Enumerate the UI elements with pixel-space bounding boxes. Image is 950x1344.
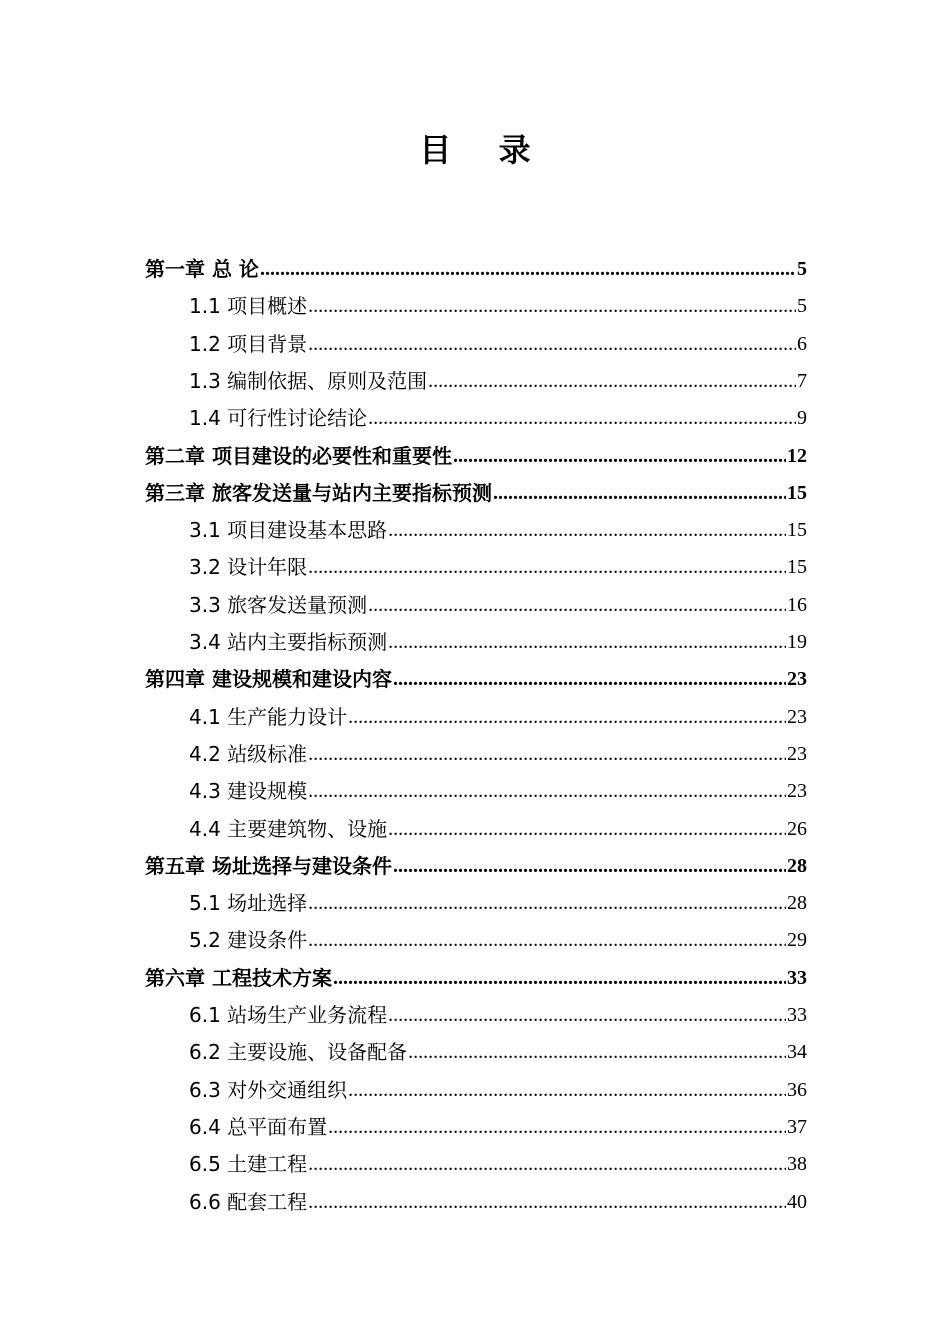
toc-leader-dots bbox=[408, 1038, 786, 1066]
toc-leader-dots bbox=[388, 516, 786, 544]
toc-leader-dots bbox=[308, 292, 796, 320]
toc-entry-label: 5.1 场址选择 bbox=[189, 891, 308, 916]
toc-entry-page: 12 bbox=[787, 444, 807, 467]
toc-entry[interactable] bbox=[145, 843, 807, 880]
toc-entry[interactable] bbox=[189, 917, 807, 954]
toc-entry-label: 3.1 项目建设基本思路 bbox=[189, 518, 388, 543]
toc-leader-dots bbox=[388, 815, 786, 843]
toc-entry[interactable] bbox=[189, 1141, 807, 1178]
toc-entry[interactable] bbox=[189, 358, 807, 395]
toc-entry-label: 第六章 工程技术方案 bbox=[145, 965, 332, 990]
toc-leader-dots bbox=[328, 1113, 786, 1141]
toc-leader-dots bbox=[393, 852, 786, 880]
toc-entry-page: 26 bbox=[787, 817, 807, 840]
toc-entry-page: 15 bbox=[787, 556, 807, 579]
toc-entry-label: 3.3 旅客发送量预测 bbox=[189, 592, 368, 617]
toc-entry-label: 3.2 设计年限 bbox=[189, 555, 308, 580]
toc-entry[interactable] bbox=[145, 246, 807, 283]
toc-entry-label: 4.1 生产能力设计 bbox=[189, 704, 348, 729]
toc-entry-page: 16 bbox=[787, 593, 807, 616]
toc-entry-page: 33 bbox=[787, 966, 807, 989]
toc-leader-dots bbox=[308, 1188, 786, 1216]
toc-entry-page: 28 bbox=[787, 892, 807, 915]
toc-entry-page: 33 bbox=[787, 1004, 807, 1026]
toc-entry-page: 5 bbox=[797, 258, 807, 280]
toc-entry-label: 5.2 建设条件 bbox=[189, 928, 308, 953]
toc-entry-label: 1.4 可行性讨论结论 bbox=[189, 406, 368, 431]
toc-entry-label: 4.4 主要建筑物、设施 bbox=[189, 816, 388, 841]
toc-entry[interactable] bbox=[189, 880, 807, 917]
toc-entry-label: 6.6 配套工程 bbox=[189, 1189, 308, 1214]
toc-entry[interactable] bbox=[189, 1104, 807, 1141]
toc-entry-label: 3.4 站内主要指标预测 bbox=[189, 630, 388, 654]
toc-entry-page: 38 bbox=[787, 1153, 807, 1176]
toc-entry-page: 6 bbox=[797, 332, 807, 355]
toc-entry-page: 15 bbox=[787, 481, 807, 504]
toc-entry[interactable] bbox=[189, 768, 807, 805]
toc-entry-page: 34 bbox=[787, 1041, 807, 1064]
toc-entry[interactable] bbox=[189, 582, 807, 619]
toc-entry-label: 第五章 场址选择与建设条件 bbox=[145, 853, 392, 878]
toc-entry[interactable] bbox=[189, 507, 807, 544]
toc-leader-dots bbox=[308, 330, 796, 358]
toc-entry-label: 第三章 旅客发送量与站内主要指标预测 bbox=[145, 480, 492, 505]
toc-leader-dots bbox=[348, 703, 786, 731]
toc-entry-page: 36 bbox=[787, 1078, 807, 1101]
toc-entry-label: 第二章 项目建设的必要性和重要性 bbox=[145, 443, 452, 468]
toc-entry[interactable] bbox=[189, 321, 807, 358]
toc-entry[interactable] bbox=[189, 1067, 807, 1104]
toc-entry-label: 6.1 站场生产业务流程 bbox=[189, 1003, 388, 1027]
toc-leader-dots bbox=[308, 777, 786, 805]
toc-entry[interactable] bbox=[189, 1029, 807, 1066]
page-title: 目 录 bbox=[419, 131, 549, 169]
toc-entry[interactable] bbox=[145, 470, 807, 507]
toc-entry-label: 第一章 总 论 bbox=[145, 257, 259, 281]
toc-entry-label: 6.2 主要设施、设备配备 bbox=[189, 1040, 408, 1065]
toc-leader-dots bbox=[388, 1001, 786, 1029]
toc-entry-label: 6.4 总平面布置 bbox=[189, 1114, 328, 1139]
toc-entry-label: 1.1 项目概述 bbox=[189, 294, 308, 319]
toc-entry-page: 23 bbox=[787, 742, 807, 765]
toc-entry[interactable] bbox=[145, 433, 807, 470]
toc-entry-page: 29 bbox=[787, 929, 807, 952]
toc-leader-dots bbox=[368, 591, 786, 619]
toc-entry-page: 15 bbox=[787, 519, 807, 542]
toc-entry-label: 1.3 编制依据、原则及范围 bbox=[189, 368, 428, 393]
toc-entry-page: 23 bbox=[787, 705, 807, 728]
toc-entry-page: 7 bbox=[797, 369, 807, 392]
toc-leader-dots bbox=[308, 889, 786, 917]
toc-leader-dots bbox=[333, 964, 786, 992]
toc-leader-dots bbox=[308, 553, 786, 581]
toc-entry-page: 23 bbox=[787, 780, 807, 803]
toc-leader-dots bbox=[308, 926, 786, 954]
toc-entry-label: 4.2 站级标准 bbox=[189, 741, 308, 766]
toc-leader-dots bbox=[308, 1150, 786, 1178]
toc-entry-page: 37 bbox=[787, 1115, 807, 1138]
toc-entry[interactable] bbox=[189, 992, 807, 1029]
toc-entry-page: 40 bbox=[787, 1190, 807, 1213]
toc-entry[interactable] bbox=[145, 656, 807, 693]
toc-leader-dots bbox=[428, 367, 796, 395]
toc-leader-dots bbox=[308, 740, 786, 768]
toc-entry[interactable] bbox=[189, 694, 807, 731]
toc-leader-dots bbox=[388, 628, 786, 656]
toc-entry-page: 28 bbox=[787, 854, 807, 877]
toc-entry-label: 4.3 建设规模 bbox=[189, 779, 308, 804]
toc-entry-page: 5 bbox=[797, 295, 807, 318]
toc-entry-label: 第四章 建设规模和建设内容 bbox=[145, 667, 392, 692]
toc-leader-dots bbox=[393, 665, 786, 693]
toc-entry-label: 6.3 对外交通组织 bbox=[189, 1077, 348, 1102]
toc-entry[interactable] bbox=[189, 544, 807, 581]
toc-entry-page: 9 bbox=[797, 407, 807, 430]
toc-leader-dots bbox=[493, 479, 786, 507]
toc-leader-dots bbox=[260, 255, 796, 283]
toc-leader-dots bbox=[453, 442, 786, 470]
toc-entry[interactable] bbox=[189, 283, 807, 320]
toc-entry[interactable] bbox=[189, 619, 807, 656]
toc-entry[interactable] bbox=[189, 1179, 807, 1216]
toc-entry-page: 23 bbox=[787, 668, 807, 691]
toc-entry[interactable] bbox=[189, 395, 807, 432]
toc-entry-label: 6.5 土建工程 bbox=[189, 1152, 308, 1177]
toc-leader-dots bbox=[348, 1076, 786, 1104]
toc-entry[interactable] bbox=[189, 806, 807, 843]
toc-entry[interactable] bbox=[145, 955, 807, 992]
toc-entry[interactable] bbox=[189, 731, 807, 768]
toc-entry-page: 19 bbox=[787, 631, 807, 653]
toc-leader-dots bbox=[368, 404, 796, 432]
toc-entry-label: 1.2 项目背景 bbox=[189, 331, 308, 356]
